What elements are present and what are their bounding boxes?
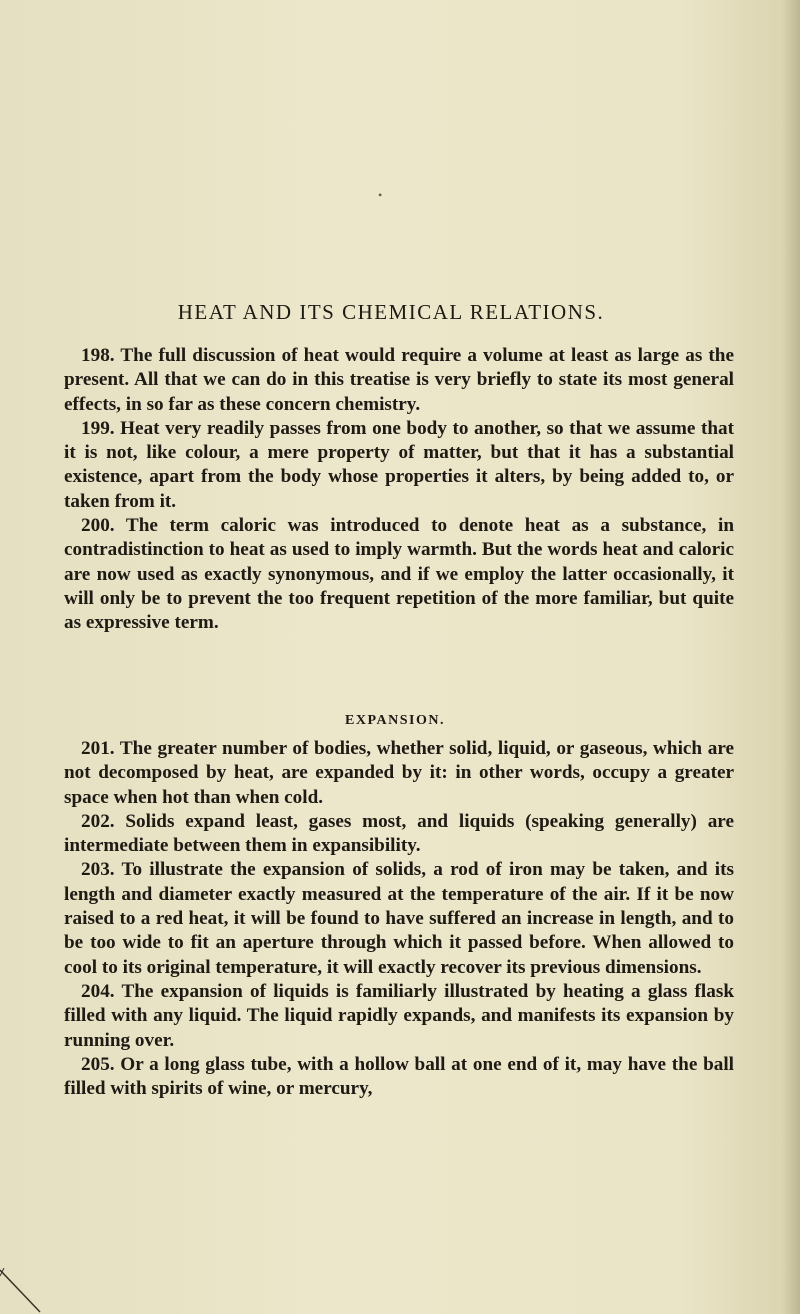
paragraph-198: 198. The full discussion of heat would require a volume at least as large as the present. All that we can do in this treatise is very briefly to state its most general effects, in so far as these concern chemistry. <box>64 345 734 415</box>
paragraph-199: 199. Heat very readily passes from one body to another, so that we assume that it is not, like colour, a mere property of matter, but that it has a substantial existence, apart from the body whose properties it alters, by being added to, or taken from it. <box>64 417 734 512</box>
paragraph-205: 205. Or a long glass tube, with a hollow ball at one end of it, may have the ball filled with spirits of wine, or mercury, <box>64 1053 734 1100</box>
corner-crease-icon <box>0 1268 44 1314</box>
section-heading: EXPANSION. <box>345 713 445 728</box>
paragraph-203: 203. To illustrate the expansion of solids, a rod of iron may be taken, and its length and diameter exactly measured at the temperature of the air. If it be now raised to a red heat, it will be found to have suffered an increase in length, and to be too wide to fit an aperture through which it passed before. When allowed to cool to its original temperature, it will exactly recover its previous dimensions. <box>64 859 734 978</box>
page-edge-shadow <box>782 0 800 1314</box>
ink-speck: • <box>378 188 383 202</box>
chapter-title: HEAT AND ITS CHEMICAL RELATIONS. <box>177 300 605 324</box>
expansion-text <box>64 737 734 1101</box>
paragraph-200: 200. The term caloric was introduced to denote heat as a substance, in contradistinction to heat as used to imply warmth. But the words heat and caloric are now used as exactly synonymous, and if we employ the latter occasionally, it will only be to prevent the too frequent repetition of the more familiar, but quite as expressive term. <box>64 515 734 634</box>
paragraph-204: 204. The expansion of liquids is familiarly illustrated by heating a glass flask filled with any liquid. The liquid rapidly expands, and manifests its expansion by running over. <box>64 980 734 1051</box>
paragraph-202: 202. Solids expand least, gases most, and liquids (speaking generally) are intermediate between them in expansibility. <box>64 810 734 857</box>
paragraph-201: 201. The greater number of bodies, whether solid, liquid, or gaseous, which are not decomposed by heat, are expanded by it: in other words, occupy a greater space when hot than when cold. <box>64 738 734 808</box>
intro-text <box>64 344 734 636</box>
